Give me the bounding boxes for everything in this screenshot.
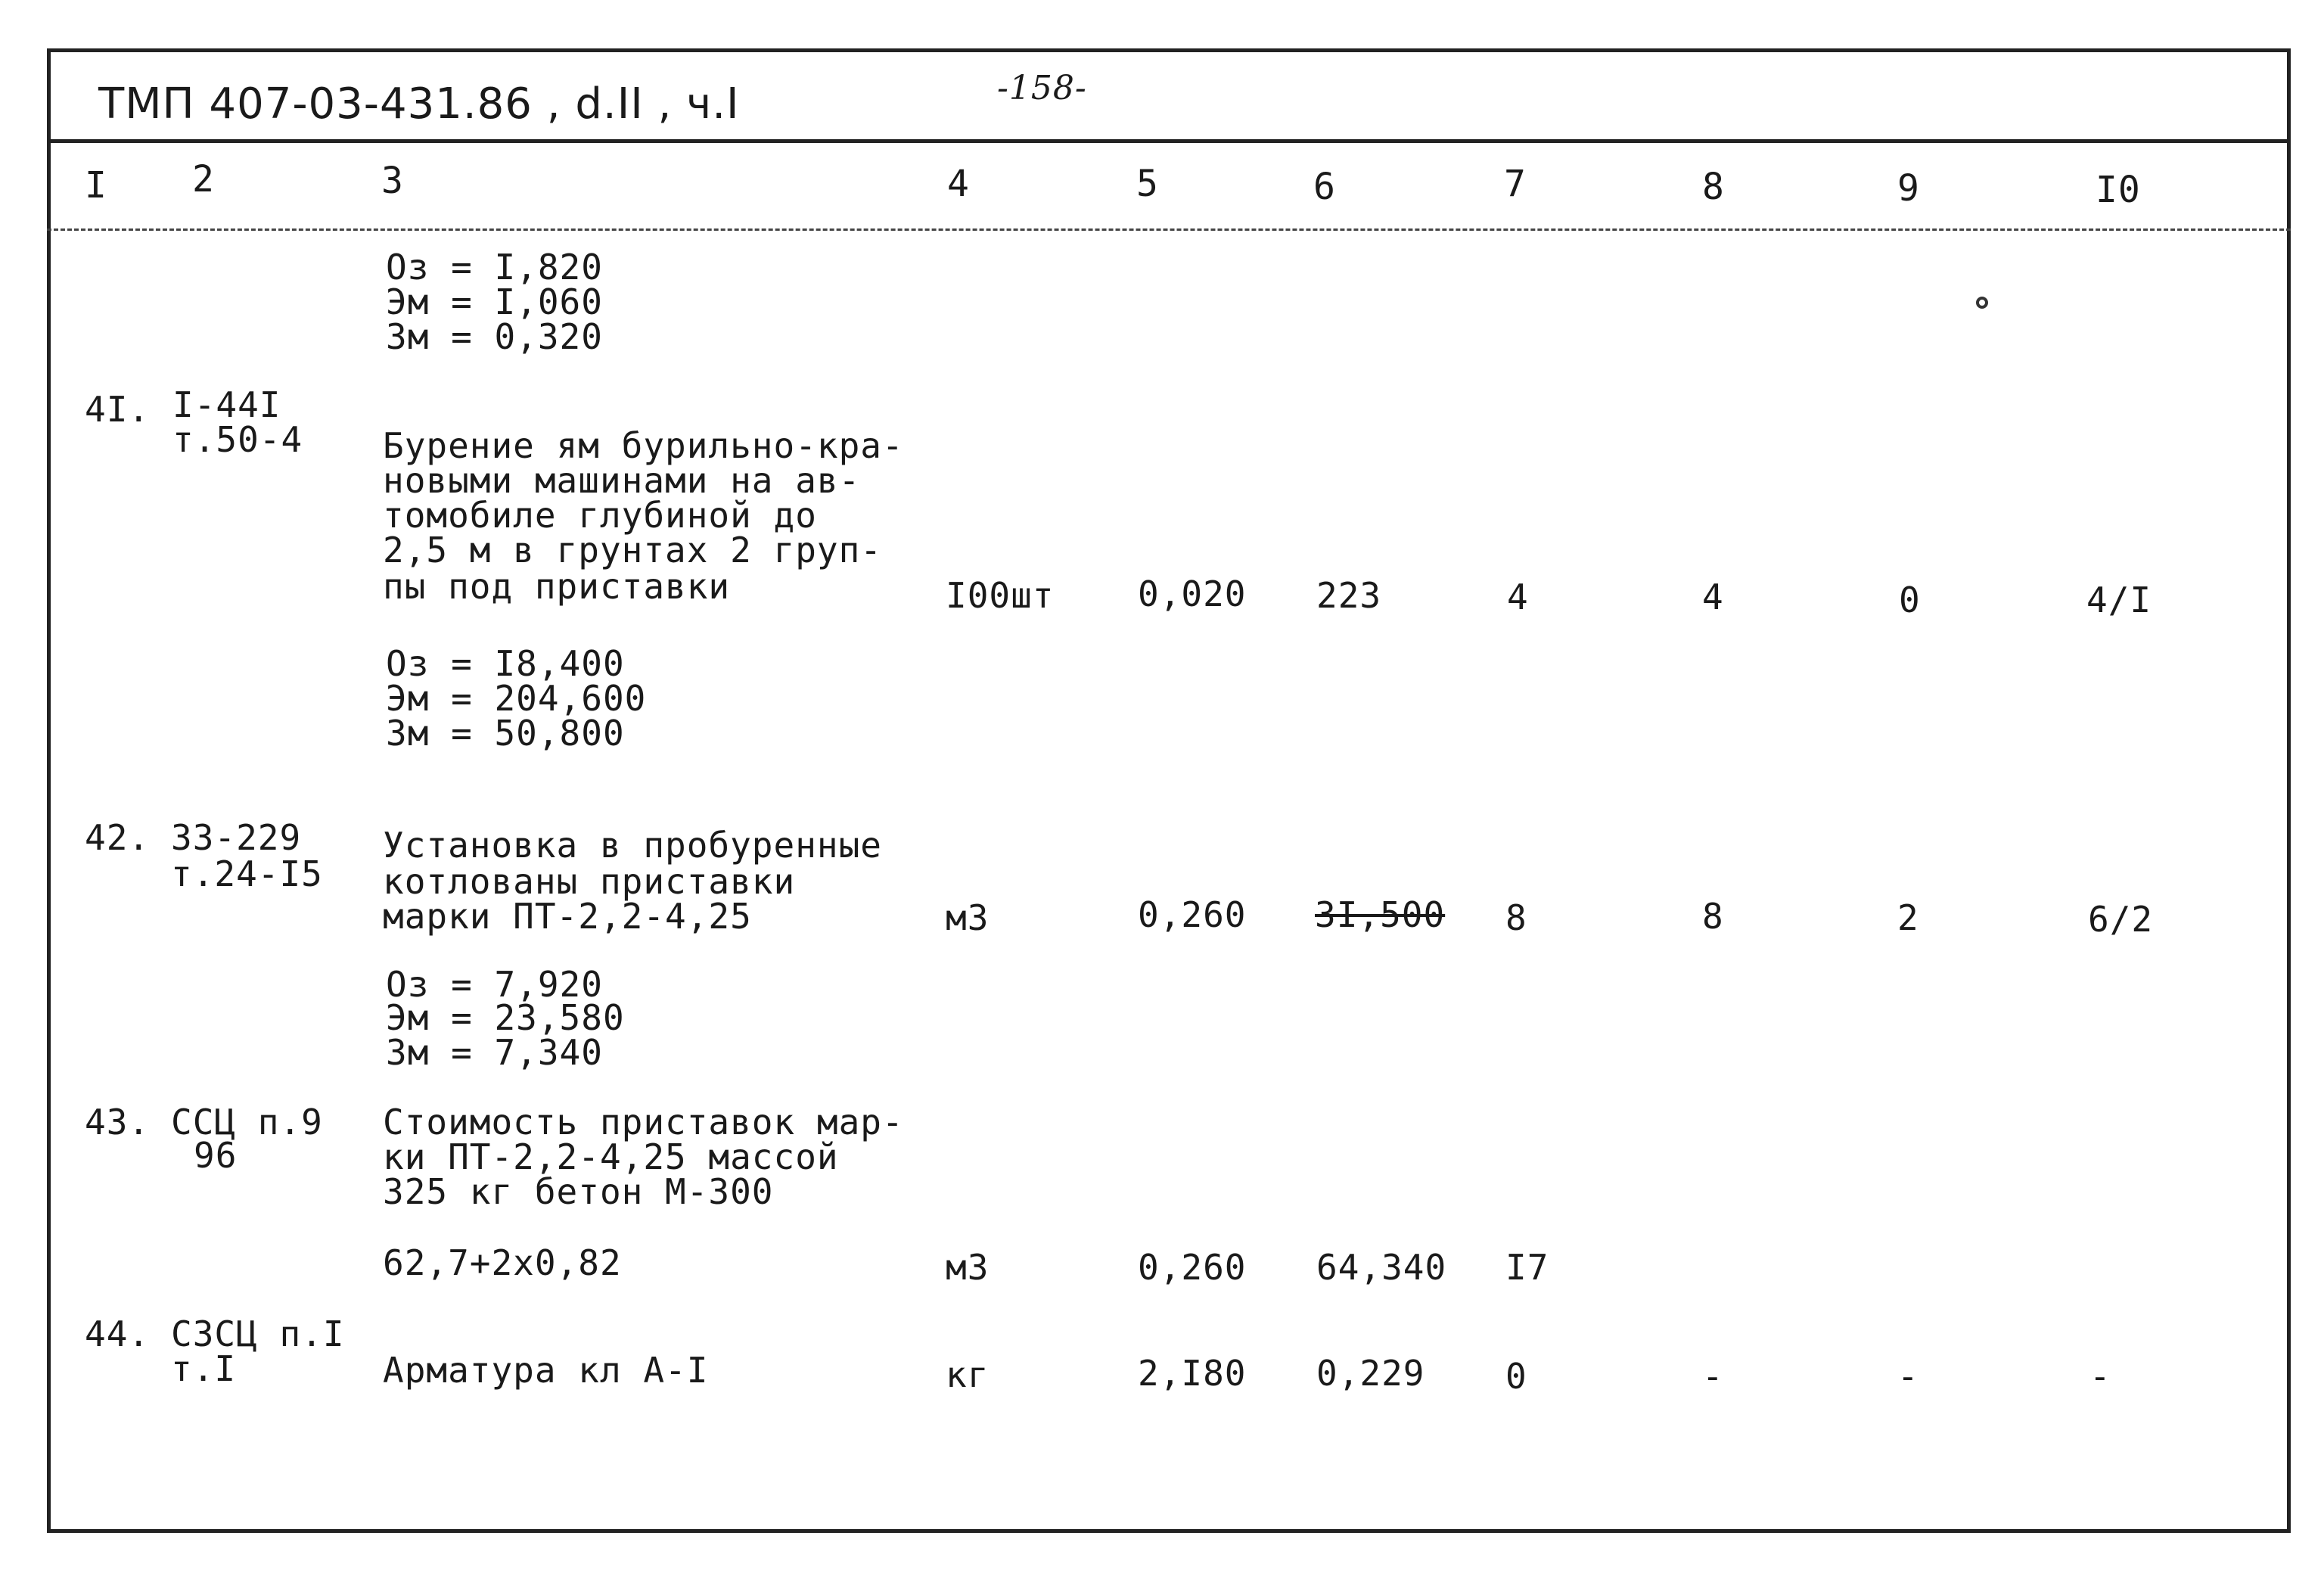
row-code-line: т.I — [171, 1348, 237, 1389]
row-price: 64,340 — [1316, 1247, 1447, 1288]
row-col9: 2 — [1897, 897, 1919, 938]
row-code-line: I-44I — [172, 384, 281, 425]
row-col8: 8 — [1702, 896, 1724, 937]
row-col10: 6/2 — [2088, 899, 2154, 940]
row-em-value: Эм = 204,600 — [386, 678, 647, 719]
row-code-line: 33-229 — [171, 817, 302, 858]
row-col7: 0 — [1505, 1356, 1527, 1397]
col-header-9: 9 — [1897, 167, 1920, 210]
document-frame — [47, 48, 2291, 1533]
row-col7: I7 — [1505, 1247, 1549, 1288]
pre-oz-value: Оз = I,820 — [386, 247, 603, 288]
row-price: 0,229 — [1316, 1353, 1425, 1394]
row-col7: 4 — [1507, 577, 1529, 617]
row-description-line: Бурение ям бурильно-кра- — [383, 425, 904, 466]
row-quantity: 0,260 — [1138, 1247, 1247, 1288]
header-divider — [47, 139, 2291, 143]
row-unit: I00шт — [946, 575, 1055, 616]
row-code-line: т.50-4 — [172, 419, 303, 460]
col-header-6: 6 — [1313, 166, 1336, 208]
page-number: -158- — [997, 69, 1087, 107]
row-col9: 0 — [1899, 580, 1921, 620]
row-code-line: т.24-I5 — [171, 853, 323, 894]
col-header-4: 4 — [947, 163, 970, 205]
row-oz-value: Оз = 7,920 — [386, 964, 603, 1005]
row-em-value: Эм = 23,580 — [386, 997, 625, 1038]
row-zm-value: Зм = 50,800 — [386, 713, 625, 754]
row-description-line: марки ПТ-2,2-4,25 — [383, 896, 752, 937]
row-col8: 4 — [1702, 577, 1724, 617]
pre-zm-value: Зм = 0,320 — [386, 316, 603, 357]
row-quantity: 0,260 — [1138, 894, 1247, 935]
row-description-line: котлованы приставки — [383, 861, 796, 902]
row-code-line: ССЦ п.9 — [171, 1102, 323, 1142]
row-description-line: томобиле глубиной до — [383, 495, 817, 536]
row-number: 44. — [85, 1313, 151, 1354]
col-header-2: 2 — [192, 158, 215, 201]
stray-mark — [1976, 297, 1988, 309]
row-quantity: 0,020 — [1138, 574, 1247, 614]
row-quantity: 2,I80 — [1138, 1353, 1247, 1394]
row-price: 3I,500 — [1315, 894, 1446, 935]
col-header-3: 3 — [381, 160, 404, 202]
row-description-line: 2,5 м в грунтах 2 груп- — [383, 530, 882, 570]
row-col10: - — [2089, 1356, 2111, 1397]
row-unit: м3 — [946, 1247, 990, 1288]
row-col10: 4/I — [2086, 580, 2152, 620]
row-description-line: Арматура кл А-I — [383, 1350, 709, 1391]
row-price: 223 — [1316, 575, 1382, 616]
row-description-line: 325 кг бетон М-300 — [383, 1171, 774, 1212]
col-header-8: 8 — [1702, 166, 1725, 208]
row-number: 42. — [85, 817, 151, 858]
col-header-1: I — [85, 164, 107, 207]
document-title: ТМП 407-03-431.86 , d.II , ч.I — [98, 79, 740, 129]
row-col8: - — [1702, 1356, 1724, 1397]
row-description-line: Установка в пробуренные — [383, 825, 882, 866]
row-description-line: новыми машинами на ав- — [383, 460, 861, 501]
col-header-7: 7 — [1504, 163, 1527, 205]
row-oz-value: Оз = I8,400 — [386, 643, 625, 684]
row-code-line: 96 — [194, 1135, 238, 1176]
row-zm-value: Зм = 7,340 — [386, 1032, 603, 1073]
row-col7: 8 — [1505, 897, 1527, 938]
col-header-10: I0 — [2096, 169, 2141, 211]
row-code-line: СЗСЦ п.I — [171, 1313, 345, 1354]
row-description-line: пы под приставки — [383, 566, 731, 607]
row-description-line: ки ПТ-2,2-4,25 массой — [383, 1136, 839, 1177]
row-number: 4I. — [85, 389, 151, 430]
row-unit: м3 — [946, 897, 990, 938]
column-header-divider — [47, 228, 2291, 231]
row-formula: 62,7+2x0,82 — [383, 1242, 622, 1283]
pre-em-value: Эм = I,060 — [386, 281, 603, 322]
row-col9: - — [1897, 1356, 1919, 1397]
row-description-line: Стоимость приставок мар- — [383, 1102, 904, 1142]
col-header-5: 5 — [1136, 163, 1159, 205]
row-unit: кг — [946, 1354, 990, 1395]
row-number: 43. — [85, 1102, 151, 1142]
